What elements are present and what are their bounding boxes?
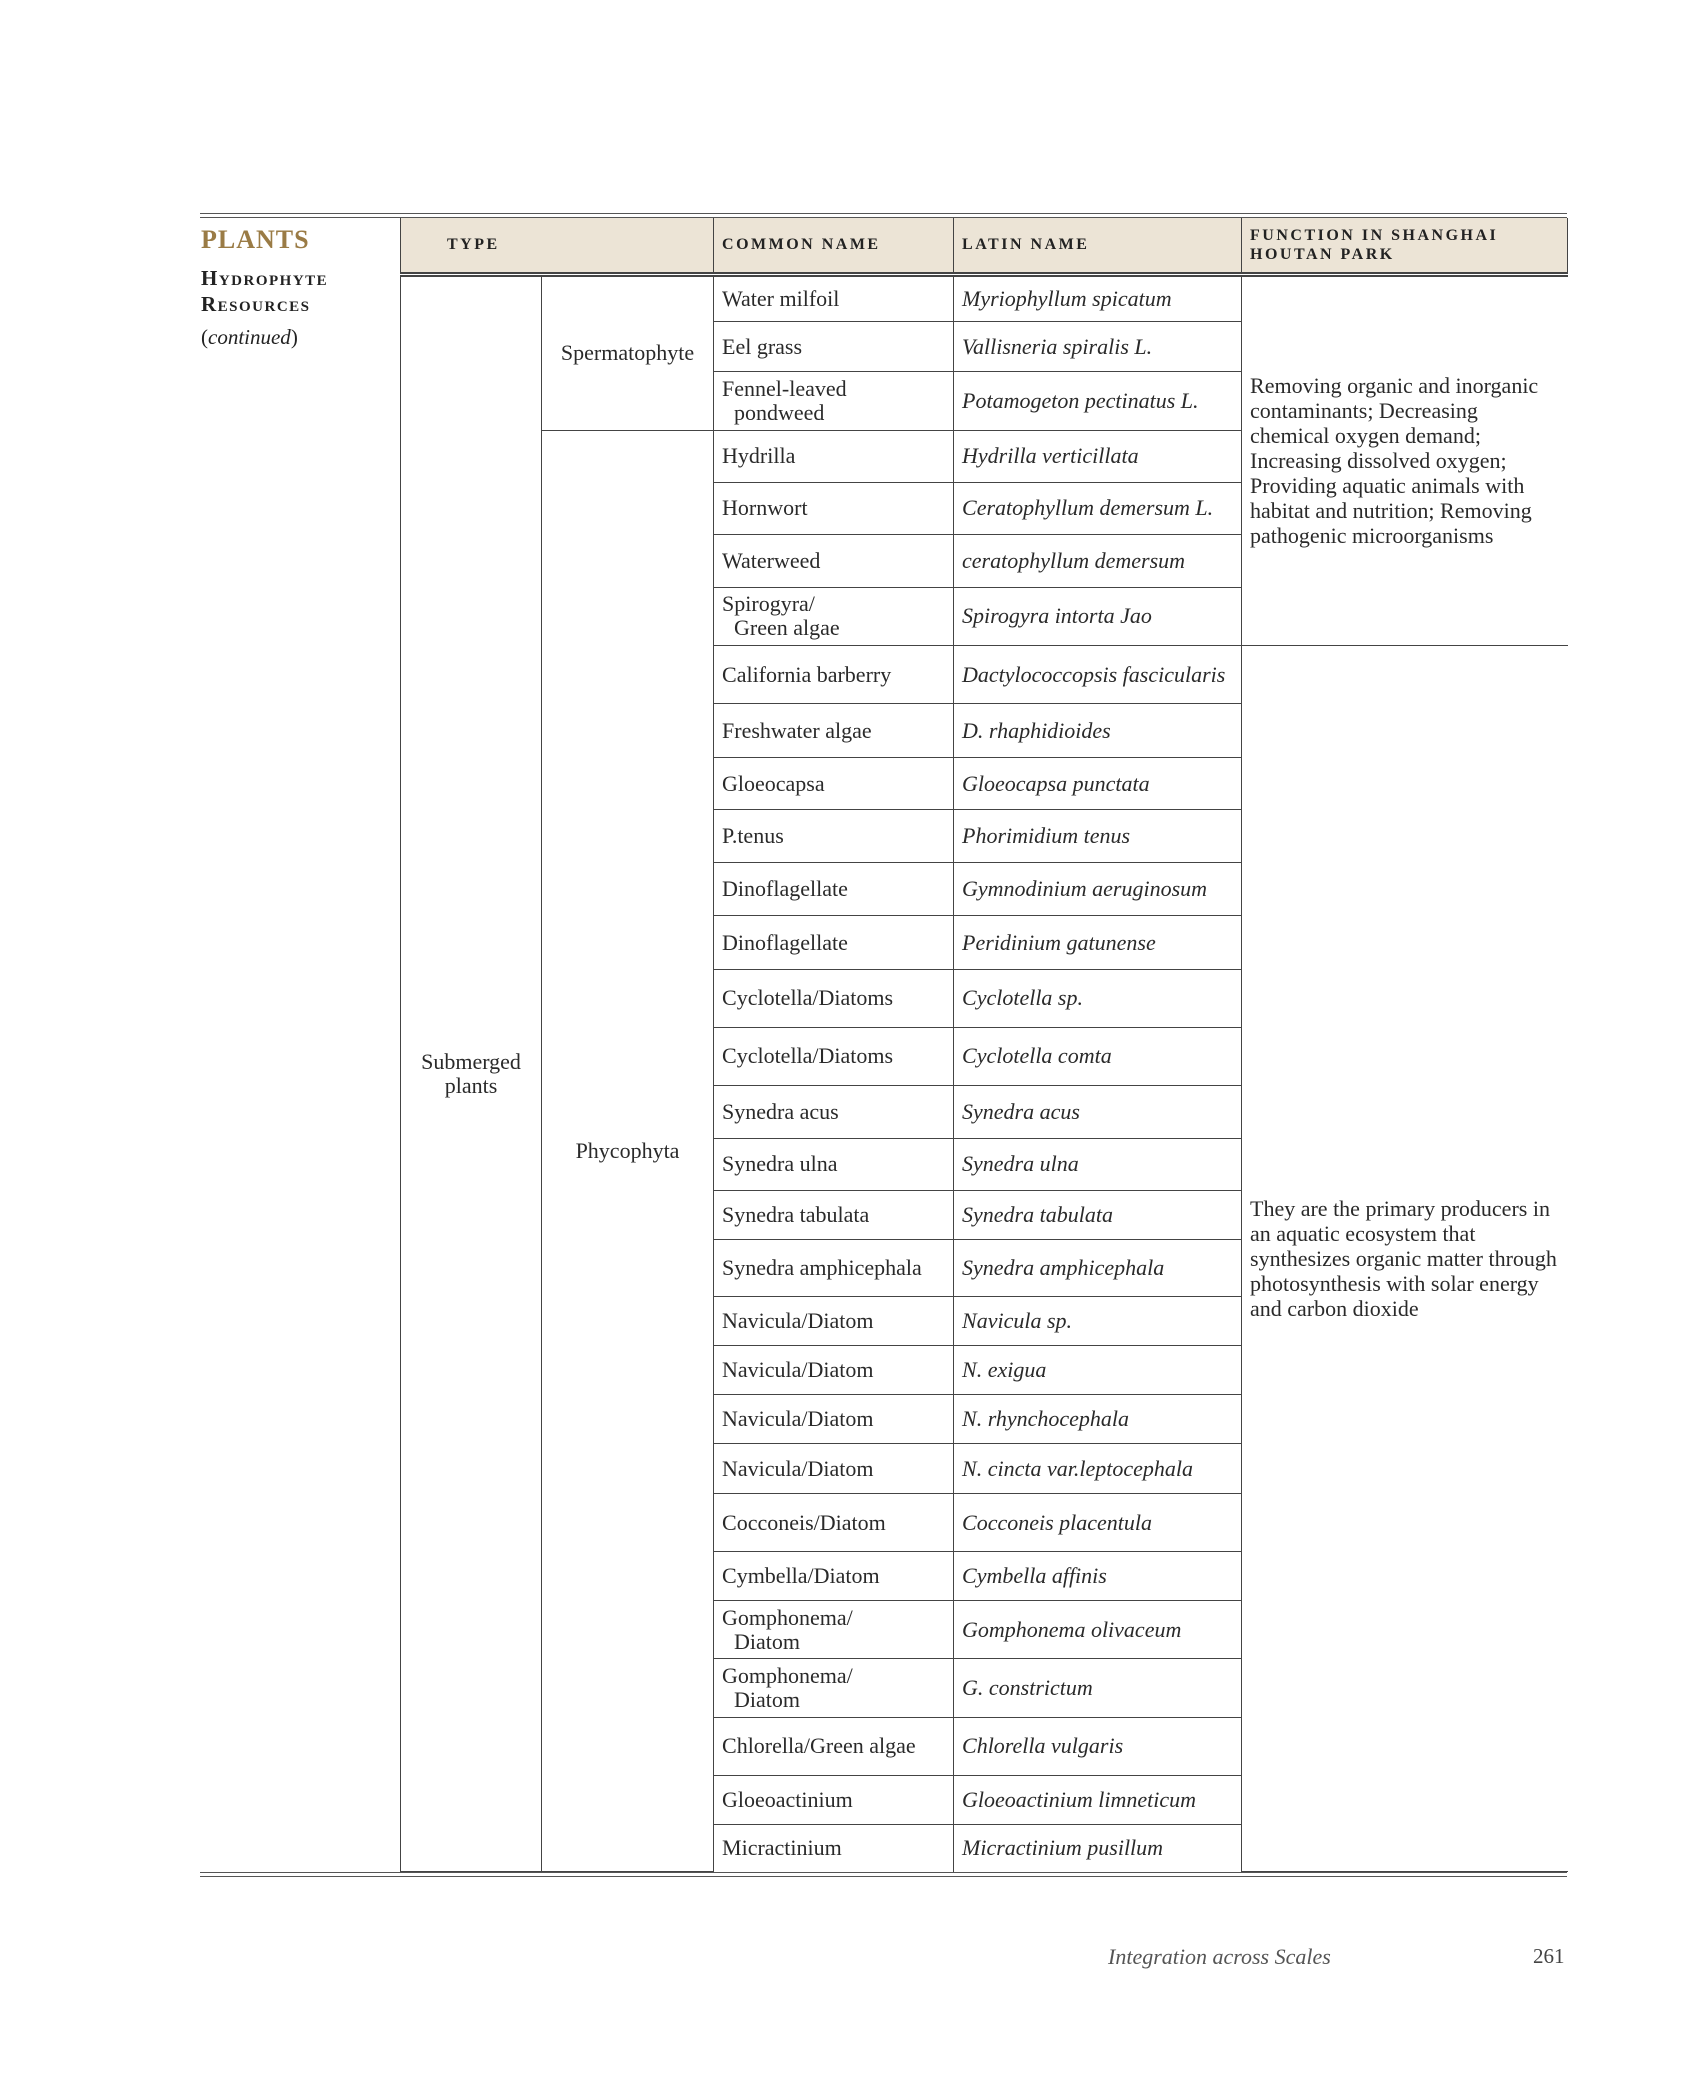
footer-title: Integration across Scales — [1108, 1944, 1331, 1969]
common-name: Eel grass — [722, 333, 803, 359]
common-name: Synedra acus — [722, 1098, 839, 1124]
common-name: Synedra amphicephala — [722, 1255, 922, 1281]
latin-name-cell: N. rhynchocephala — [954, 1395, 1242, 1444]
common-name: Spirogyra/ — [722, 591, 815, 617]
common-name: Dinoflagellate — [722, 876, 848, 902]
common-name-cell — [714, 482, 954, 534]
latin-name-cell: Cyclotella sp. — [954, 969, 1242, 1027]
common-name: Gloeoactinium — [722, 1786, 853, 1812]
common-name-cell — [714, 1027, 954, 1085]
latin-name-cell: Phorimidium tenus — [954, 810, 1242, 863]
common-name: Fennel-leaved — [722, 376, 847, 402]
common-name: Dinoflagellate — [722, 929, 848, 955]
common-name: Gloeocapsa — [722, 770, 825, 796]
common-name: Synedra ulna — [722, 1151, 838, 1177]
common-name-cell — [714, 1444, 954, 1494]
type-line-1: Submerged — [421, 1048, 521, 1074]
latin-name-cell: Synedra amphicephala — [954, 1240, 1242, 1297]
common-name: Water milfoil — [722, 285, 840, 311]
type-line-2: plants — [444, 1072, 498, 1098]
table-row — [401, 274, 1568, 322]
common-name: Navicula/Diatom — [722, 1455, 874, 1481]
type-spermatophyte: Spermatophyte — [542, 274, 714, 430]
common-name-cont: Diatom — [734, 1628, 801, 1654]
latin-name-cell: Ceratophyllum demersum L. — [954, 482, 1242, 534]
common-name-cell — [714, 1775, 954, 1824]
latin-name-cell: Synedra acus — [954, 1085, 1242, 1138]
common-name-cell — [714, 534, 954, 587]
subtitle-line-2: Resources — [201, 292, 311, 316]
latin-name-cell: Hydrilla verticillata — [954, 430, 1242, 482]
sidebar — [201, 225, 396, 350]
latin-name-cell: Gloeocapsa punctata — [954, 758, 1242, 810]
common-name: Waterweed — [722, 547, 821, 573]
table-body — [401, 274, 1568, 1872]
common-name-cell — [714, 372, 954, 430]
latin-name-cell: N. exigua — [954, 1346, 1242, 1395]
latin-name-cell: Chlorella vulgaris — [954, 1717, 1242, 1775]
latin-name-cell: Spirogyra intorta Jao — [954, 587, 1242, 645]
page-number: 261 — [1533, 1944, 1565, 1968]
common-name-cell — [714, 810, 954, 863]
header-function — [1242, 218, 1568, 274]
common-name: Navicula/Diatom — [722, 1308, 874, 1334]
common-name-cell — [714, 758, 954, 810]
function-cell-remediation: Removing organic and inorganic contaminants; Decreasing chemical oxygen demand; Increasing dissolved oxygen; Providing aquatic animals with habitat and nutrition; Removing pathogenic microorganisms — [1242, 274, 1568, 646]
latin-name-cell: N. cincta var.leptocephala — [954, 1444, 1242, 1494]
latin-name-cell: Synedra tabulata — [954, 1191, 1242, 1240]
common-name-cell — [714, 274, 954, 322]
header-type: TYPE — [401, 218, 714, 274]
common-name-cell — [714, 704, 954, 758]
common-name: P.tenus — [722, 823, 784, 849]
latin-name-cell: Myriophyllum spicatum — [954, 274, 1242, 322]
section-subtitle — [201, 265, 396, 317]
common-name-cell — [714, 1494, 954, 1552]
common-name-cell — [714, 322, 954, 372]
common-name: Hydrilla — [722, 443, 796, 469]
common-name-cont: pondweed — [734, 400, 825, 426]
common-name: Cocconeis/Diatom — [722, 1509, 886, 1535]
header-latin-name: LATIN NAME — [954, 218, 1242, 274]
latin-name-cell: Micractinium pusillum — [954, 1824, 1242, 1871]
header-function-line-1: FUNCTION IN SHANGHAI — [1250, 226, 1499, 244]
common-name-cell — [714, 587, 954, 645]
common-name-cell — [714, 916, 954, 969]
common-name: Hornwort — [722, 495, 808, 521]
common-name: Cyclotella/Diatoms — [722, 1043, 894, 1069]
latin-name-cell: Vallisneria spiralis L. — [954, 322, 1242, 372]
latin-name-cell: Gomphonema olivaceum — [954, 1601, 1242, 1659]
section-category: PLANTS — [201, 225, 310, 254]
common-name-cell — [714, 1191, 954, 1240]
subtitle-line-1: Hydrophyte — [201, 266, 329, 290]
common-name-cell — [714, 646, 954, 704]
common-name-cell — [714, 1297, 954, 1346]
common-name-cell — [714, 1240, 954, 1297]
common-name: Gomphonema/ — [722, 1663, 853, 1689]
latin-name-cell: Gloeoactinium limneticum — [954, 1775, 1242, 1824]
common-name: Cymbella/Diatom — [722, 1563, 880, 1589]
common-name-cell — [714, 1601, 954, 1659]
common-name: Navicula/Diatom — [722, 1406, 874, 1432]
common-name-cell — [714, 1085, 954, 1138]
latin-name-cell: G. constrictum — [954, 1659, 1242, 1717]
latin-name-cell: Dactylococcopsis fascicularis — [954, 646, 1242, 704]
common-name-cont: Green algae — [734, 615, 840, 641]
latin-name-cell: Cocconeis placentula — [954, 1494, 1242, 1552]
hydrophyte-table — [400, 218, 1568, 1872]
table-header-row — [401, 218, 1568, 274]
type-submerged-plants — [401, 274, 542, 1872]
header-function-line-2: HOUTAN PARK — [1250, 245, 1395, 263]
common-name: Synedra tabulata — [722, 1202, 870, 1227]
latin-name-cell: Potamogeton pectinatus L. — [954, 372, 1242, 430]
common-name: Micractinium — [722, 1835, 842, 1861]
common-name-cell — [714, 969, 954, 1027]
common-name-cell — [714, 1824, 954, 1871]
common-name-cell — [714, 863, 954, 916]
common-name: Chlorella/Green algae — [722, 1733, 916, 1759]
continued-text: continued — [208, 325, 291, 349]
latin-name-cell: Cyclotella comta — [954, 1027, 1242, 1085]
latin-name-cell: Peridinium gatunense — [954, 916, 1242, 969]
function-cell-primary-producers: They are the primary producers in an aquatic ecosystem that synthesizes organic matter through photosynthesis with solar energy and carbon dioxide — [1242, 646, 1568, 1872]
common-name-cont: Diatom — [734, 1687, 801, 1713]
common-name-cell — [714, 1659, 954, 1717]
common-name: California barberry — [722, 661, 892, 687]
common-name: Gomphonema/ — [722, 1604, 853, 1630]
common-name-cell — [714, 1346, 954, 1395]
bottom-double-rule — [200, 1872, 1567, 1877]
common-name-cell — [714, 1138, 954, 1190]
common-name: Freshwater algae — [722, 717, 872, 743]
continued-note: (continued) — [201, 325, 298, 349]
latin-name-cell: Synedra ulna — [954, 1138, 1242, 1190]
latin-name-cell: ceratophyllum demersum — [954, 534, 1242, 587]
common-name: Cyclotella/Diatoms — [722, 985, 894, 1011]
type-phycophyta: Phycophyta — [542, 430, 714, 1871]
common-name-cell — [714, 1552, 954, 1601]
common-name: Navicula/Diatom — [722, 1357, 874, 1383]
header-common-name: COMMON NAME — [714, 218, 954, 274]
common-name-cell — [714, 1717, 954, 1775]
latin-name-cell: Navicula sp. — [954, 1297, 1242, 1346]
latin-name-cell: Cymbella affinis — [954, 1552, 1242, 1601]
latin-name-cell: Gymnodinium aeruginosum — [954, 863, 1242, 916]
common-name-cell — [714, 1395, 954, 1444]
latin-name-cell: D. rhaphidioides — [954, 704, 1242, 758]
common-name-cell — [714, 430, 954, 482]
